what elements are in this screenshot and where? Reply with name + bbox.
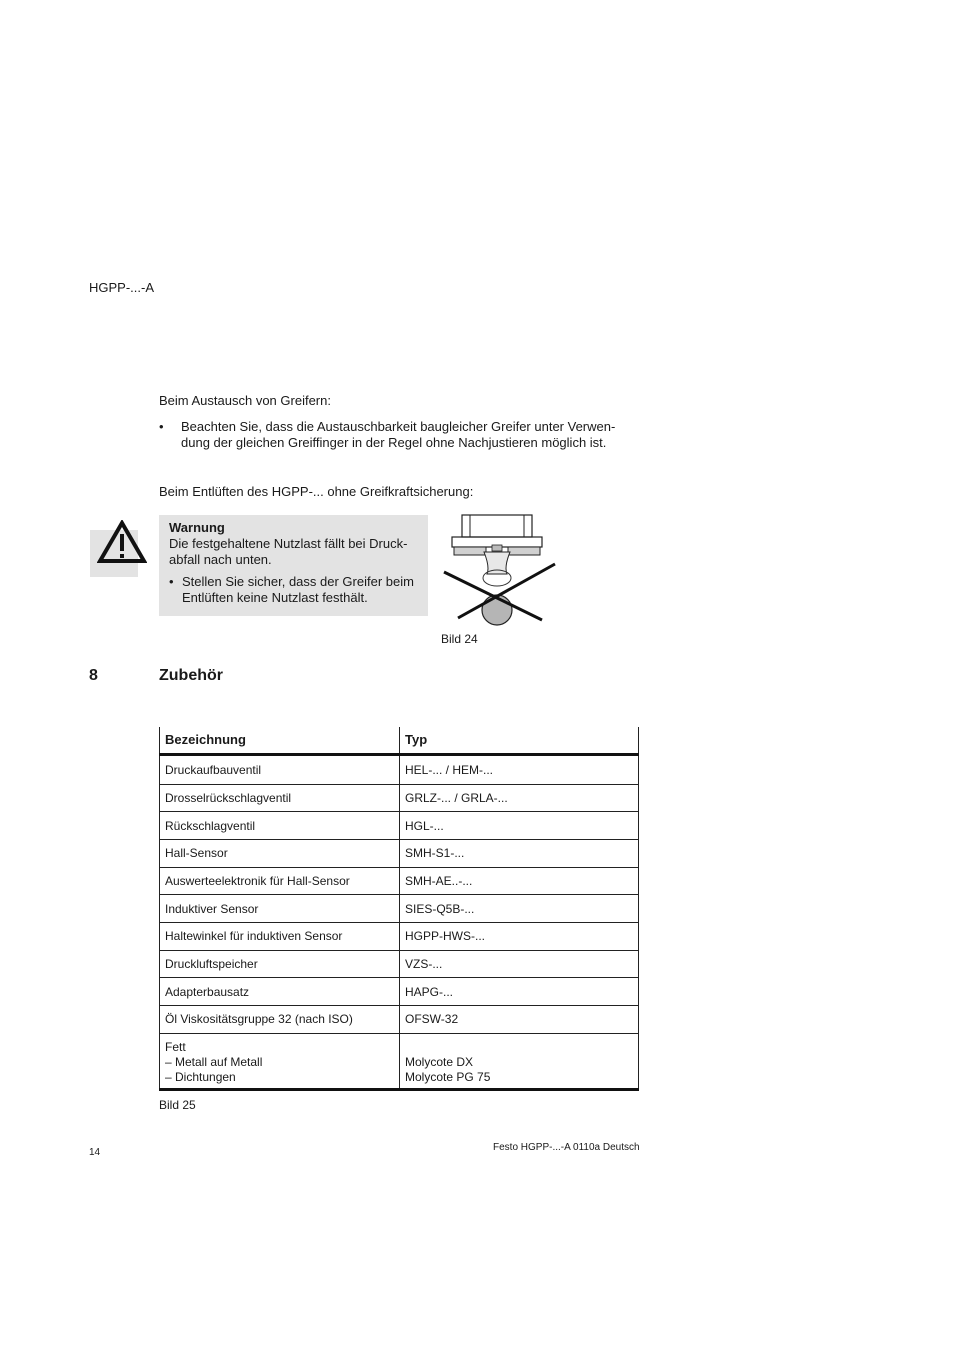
figure-25-caption: Bild 25: [159, 1098, 196, 1112]
warning-box: [159, 515, 428, 616]
cell-type: HGL-...: [400, 812, 639, 840]
cell-type: SIES-Q5B-...: [400, 895, 639, 923]
cell-name: Induktiver Sensor: [160, 895, 400, 923]
vent-intro-text: Beim Entlüften des HGPP-... ohne Greifkraftsicherung:: [159, 484, 474, 499]
table-row: [160, 1033, 639, 1089]
bullet-dot: •: [159, 419, 164, 434]
cell-type: OFSW-32: [400, 1006, 639, 1034]
replace-bullet-text: Beachten Sie, dass die Austauschbarkeit baugleicher Greifer unter Verwen-dung der gleichen Greiffinger in der Regel ohne Nachjustieren möglich ist.: [181, 419, 616, 450]
warning-text: Die festgehaltene Nutzlast fällt bei Druck-abfall nach unten.: [169, 536, 408, 567]
cell-type: VZS-...: [400, 950, 639, 978]
cell-type: HGPP-HWS-...: [400, 922, 639, 950]
table-row: [160, 978, 639, 1006]
cell-type: SMH-AE..-...: [400, 867, 639, 895]
table-header-row: [160, 727, 639, 754]
cell-type-grease: [400, 1033, 639, 1089]
accessories-table: [159, 727, 639, 1091]
cell-type: HEL-... / HEM-...: [400, 754, 639, 784]
table-row: [160, 895, 639, 923]
table-row: [160, 784, 639, 812]
column-header-typ: Typ: [400, 727, 639, 754]
column-header-bezeichnung: Bezeichnung: [160, 727, 400, 754]
gripper-no-payload-figure: [440, 512, 565, 628]
section-number: 8: [89, 667, 98, 684]
cell-name: Druckluftspeicher: [160, 950, 400, 978]
cell-type: GRLZ-... / GRLA-...: [400, 784, 639, 812]
warning-bullet-text: Stellen Sie sicher, dass der Greifer beim Entlüften keine Nutzlast festhält.: [182, 574, 414, 605]
grease-sub-seals: – Dichtungen: [165, 1069, 236, 1084]
table-row: [160, 812, 639, 840]
cell-name: Hall-Sensor: [160, 839, 400, 867]
grease-type-1: Molycote DX: [405, 1054, 474, 1069]
cell-name: Drosselrückschlagventil: [160, 784, 400, 812]
cell-name: Haltewinkel für induktiven Sensor: [160, 922, 400, 950]
grease-type-2: Molycote PG 75: [405, 1069, 491, 1084]
cell-name: Auswerteelektronik für Hall-Sensor: [160, 867, 400, 895]
replace-intro-text: Beim Austausch von Greifern:: [159, 393, 331, 408]
footer-doc-info: Festo HGPP-...-A 0110a Deutsch: [493, 1142, 640, 1153]
table-row: [160, 839, 639, 867]
grease-title: Fett: [165, 1039, 186, 1054]
table-row: [160, 867, 639, 895]
table-row: [160, 922, 639, 950]
cell-name: Druckaufbauventil: [160, 754, 400, 784]
cell-name: Adapterbausatz: [160, 978, 400, 1006]
warning-icon-box: [90, 530, 138, 577]
page-number: 14: [89, 1147, 101, 1158]
cell-type: HAPG-...: [400, 978, 639, 1006]
bullet-dot: •: [169, 574, 174, 589]
cell-name: Öl Viskositätsgruppe 32 (nach ISO): [160, 1006, 400, 1034]
warning-bullet: [169, 574, 418, 606]
table-row: [160, 950, 639, 978]
cell-name: Rückschlagventil: [160, 812, 400, 840]
section-title: Zubehör: [159, 667, 223, 684]
table-row: [160, 754, 639, 784]
cell-name-grease: [160, 1033, 400, 1089]
grease-sub-metal: – Metall auf Metall: [165, 1054, 263, 1069]
replace-bullet: [159, 419, 629, 451]
warning-title: Warnung: [169, 520, 225, 535]
figure-24-caption: Bild 24: [441, 632, 478, 646]
table-row: [160, 1006, 639, 1034]
header-product-code: HGPP-...-A: [89, 280, 155, 295]
warning-triangle-icon: [97, 520, 147, 570]
cell-type: SMH-S1-...: [400, 839, 639, 867]
